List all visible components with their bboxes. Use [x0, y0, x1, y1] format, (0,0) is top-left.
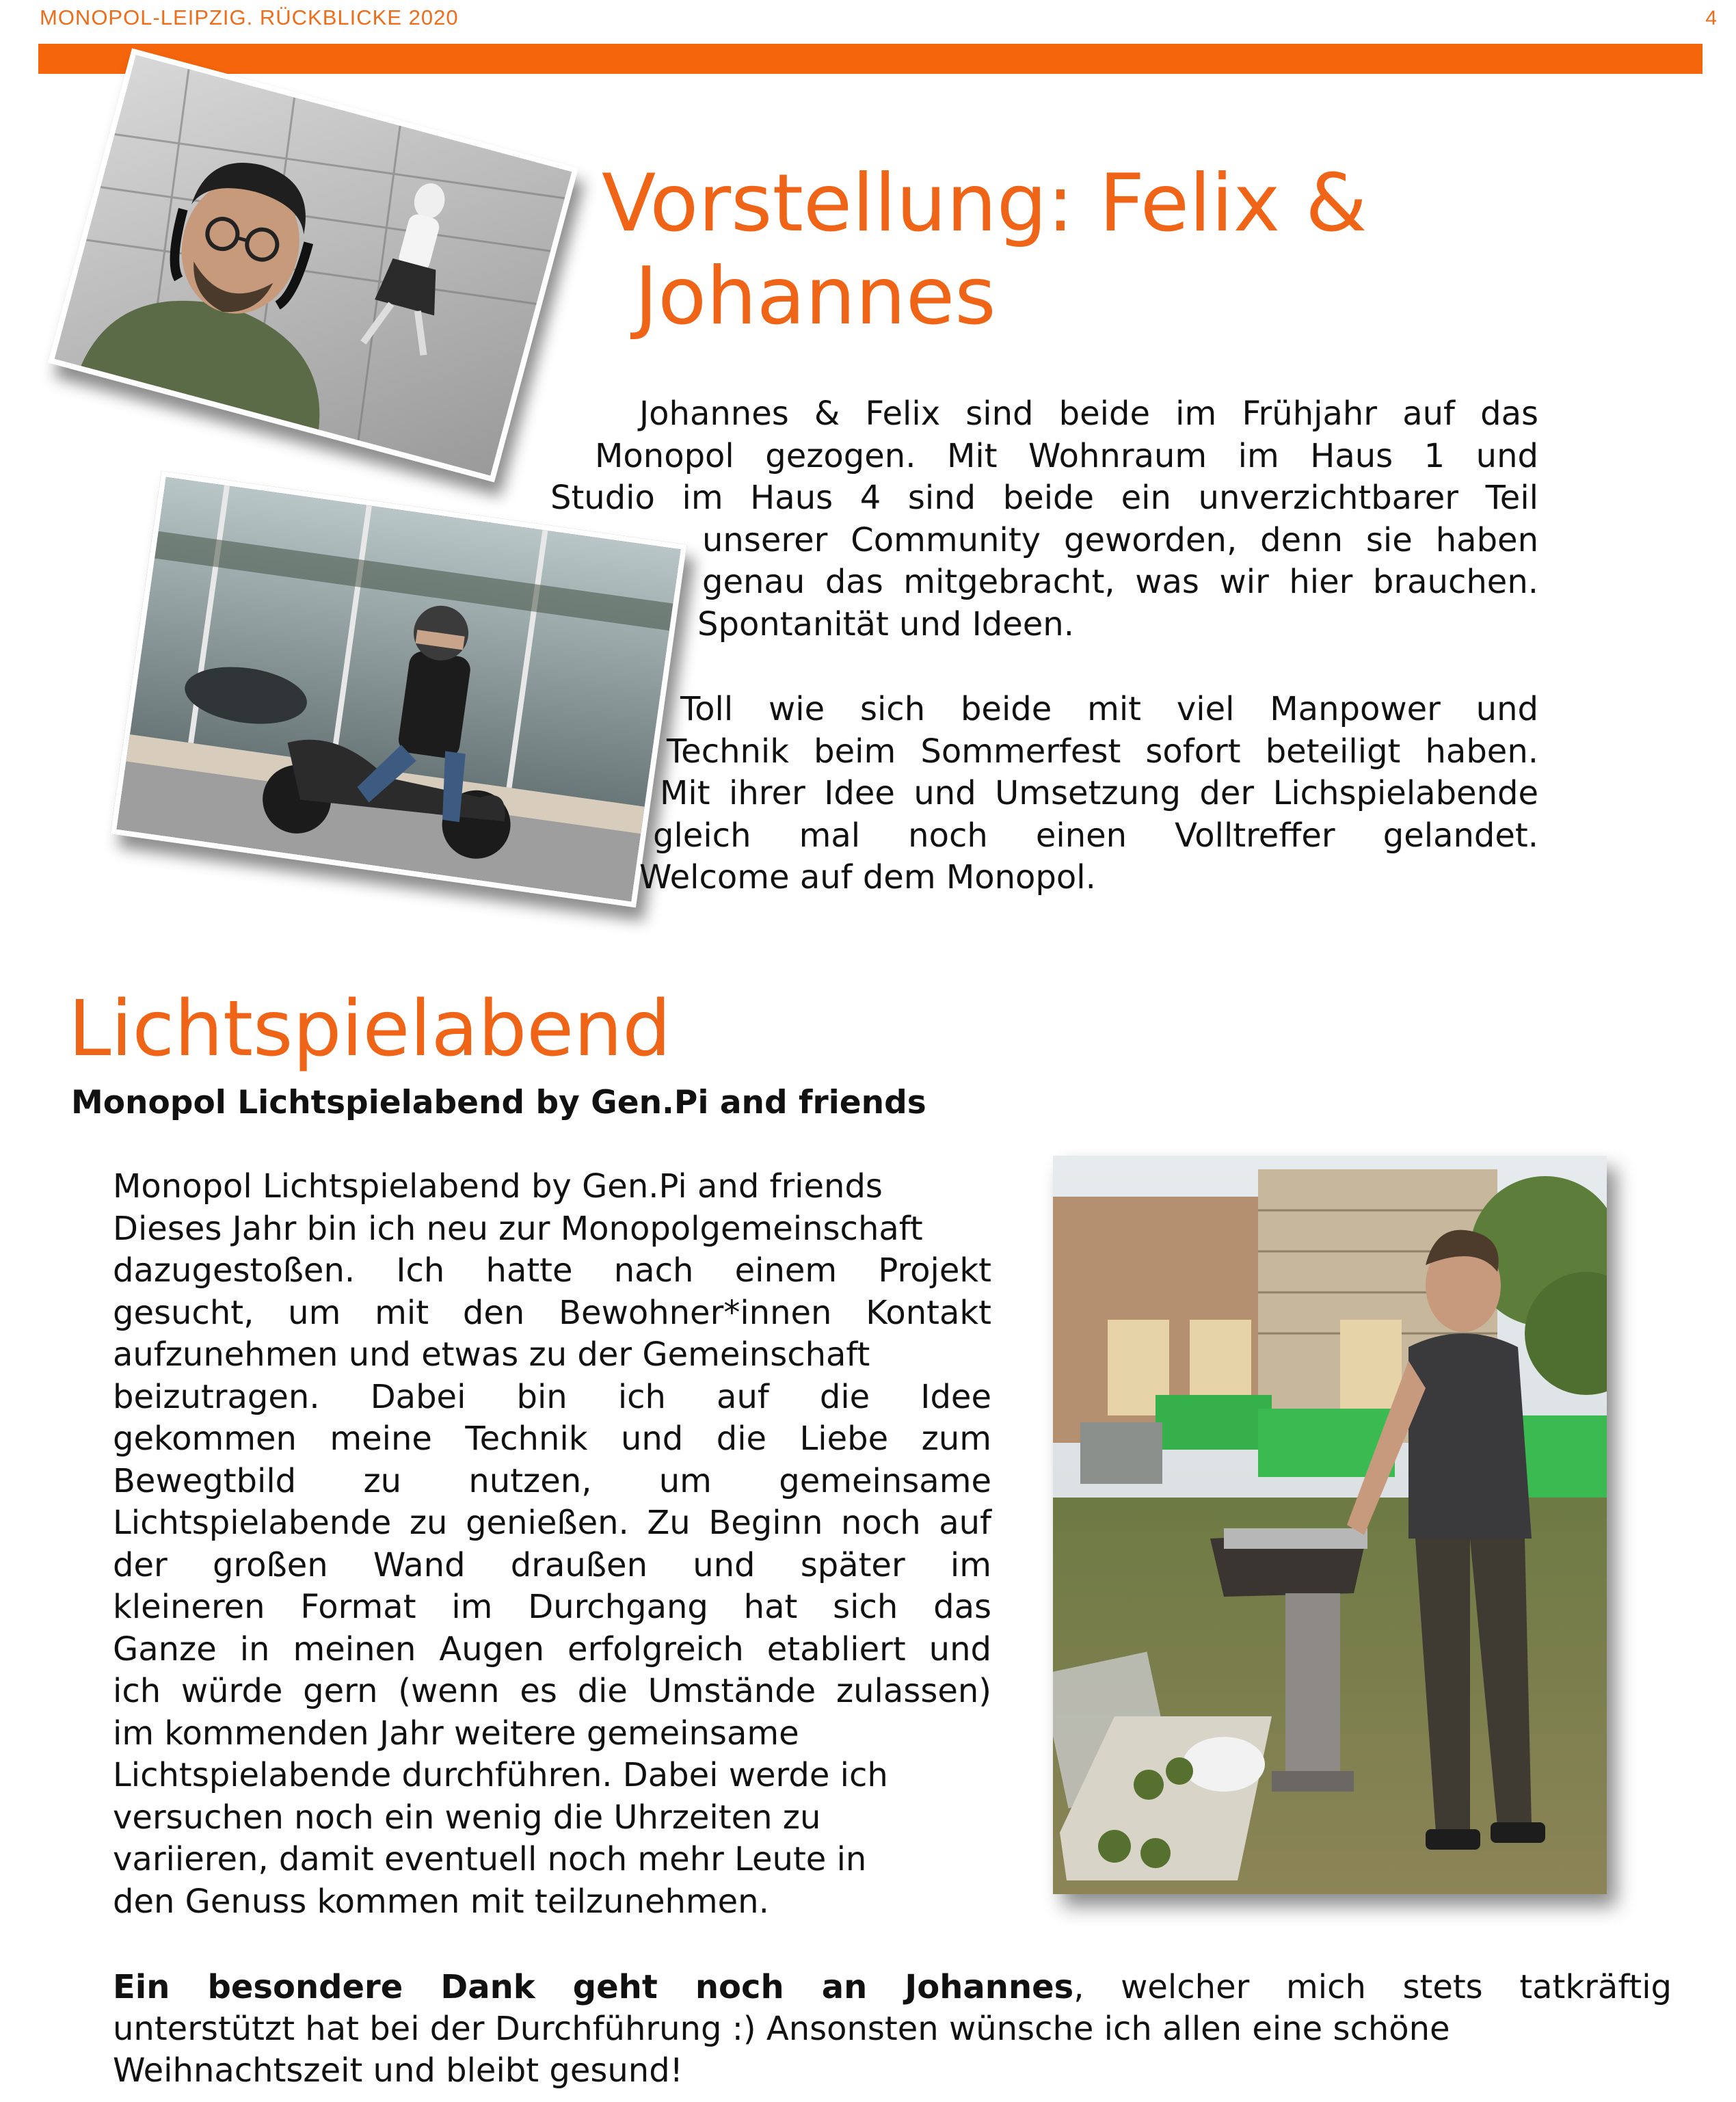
section-body: [113, 1166, 991, 1923]
header-accent-bar: [38, 44, 1702, 74]
text-line: Ganze in meinen Augen erfolgreich etabliert und: [113, 1629, 991, 1668]
barbecue-photo-illustration: [1053, 1156, 1607, 1894]
text-line: kleineren Format im Durchgang hat sich das: [113, 1588, 991, 1626]
text-line: Studio im Haus 4 sind beide ein unverzichtbarer Teil: [550, 479, 1538, 517]
text-line: gekommen meine Technik und die Liebe zum: [113, 1420, 991, 1458]
intro-title-line1: Vorstellung: Felix &: [602, 157, 1367, 250]
text-line: Dieses Jahr bin ich neu zur Monopolgemeinschaft: [113, 1209, 923, 1248]
thanks-paragraph: [113, 1967, 1672, 2092]
text-line: beizutragen. Dabei bin ich auf die Idee: [113, 1377, 991, 1416]
text-line: Monopol gezogen. Mit Wohnraum im Haus 1 und: [595, 436, 1538, 475]
text-line: Bewegtbild zu nutzen, um gemeinsame: [113, 1461, 991, 1500]
text-line: Monopol Lichtspielabend by Gen.Pi and friends: [113, 1167, 883, 1206]
thanks-line-1: [113, 1967, 1672, 2008]
barbecue-photo: [1053, 1156, 1607, 1894]
text-line: variieren, damit eventuell noch mehr Leute in: [113, 1840, 867, 1878]
text-line: aufzunehmen und etwas zu der Gemeinschaft: [113, 1335, 870, 1374]
text-line: Welcome auf dem Monopol.: [639, 858, 1096, 896]
text-line: Technik beim Sommerfest sofort beteiligt haben.: [667, 732, 1538, 771]
text-line: gesucht, um mit den Bewohner*innen Kontakt: [113, 1293, 991, 1332]
thanks-rest-text: , welcher mich stets tatkräftig: [1073, 1968, 1672, 2006]
header-title: MONOPOL-LEIPZIG. RÜCKBLICKE 2020: [40, 5, 459, 29]
intro-title: [602, 157, 1559, 343]
text-line: der großen Wand draußen und später im: [113, 1545, 991, 1584]
section-subtitle: Monopol Lichtspielabend by Gen.Pi and friends: [71, 1084, 926, 1121]
page-number: 4: [1705, 7, 1717, 29]
intro-paragraph-2: [639, 689, 1538, 899]
text-line: versuchen noch ein wenig die Uhrzeiten zu: [113, 1798, 821, 1837]
portrait-photo: [48, 49, 578, 483]
text-line: Toll wie sich beide mit viel Manpower und: [680, 690, 1538, 728]
thanks-line-2: unterstützt hat bei der Durchführung :) Ansonsten wünsche ich allen eine schöne: [113, 2010, 1450, 2048]
text-line: Lichtspielabende durchführen. Dabei werde ich: [113, 1756, 888, 1794]
text-line: Johannes & Felix sind beide im Frühjahr auf das: [639, 395, 1538, 433]
text-line: unserer Community geworden, denn sie haben: [702, 520, 1538, 559]
text-line: im kommenden Jahr weitere gemeinsame: [113, 1714, 799, 1753]
text-line: Spontanität und Ideen.: [697, 604, 1074, 643]
text-line: ich würde gern (wenn es die Umstände zulassen): [113, 1672, 991, 1710]
thanks-line-3: Weihnachtszeit und bleibt gesund!: [113, 2051, 683, 2090]
text-line: dazugestoßen. Ich hatte nach einem Projekt: [113, 1251, 991, 1290]
text-line: gleich mal noch einen Volltreffer gelandet.: [653, 816, 1538, 855]
text-line: Lichtspielabende zu genießen. Zu Beginn noch auf: [113, 1504, 991, 1542]
text-line: genau das mitgebracht, was wir hier brauchen.: [702, 563, 1538, 601]
text-line: Mit ihrer Idee und Umsetzung der Lichspielabende: [660, 774, 1538, 812]
text-line: den Genuss kommen mit teilzunehmen.: [113, 1882, 769, 1921]
intro-paragraph-1: [550, 393, 1538, 646]
portrait-photo-illustration: [55, 55, 572, 475]
intro-title-line2: Johannes: [635, 250, 996, 343]
thanks-bold-text: Ein besondere Dank geht noch an Johannes: [113, 1968, 1074, 2006]
section-title: Lichtspielabend: [68, 985, 671, 1074]
